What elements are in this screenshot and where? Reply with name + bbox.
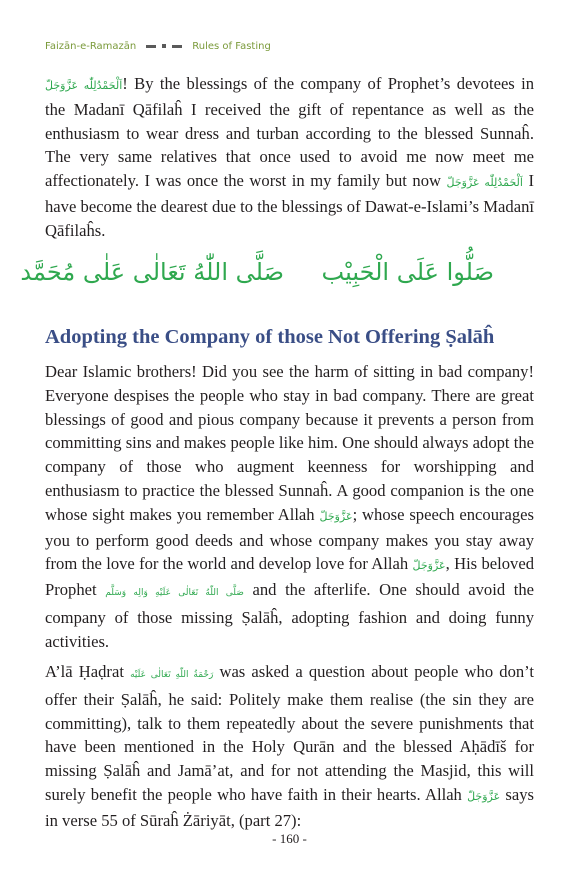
paragraph-ala-hadrat [45,660,534,833]
durood-line [20,258,534,294]
paragraph-text: ! By the blessings of the company of Prophet’s devotees in the Madanī Qāfilaĥ I received the gift of repentance as well as the enthusiasm to wear dress and turban according to the blessed Sunnaĥ. The very same relatives that once used to avoid me now meet me affectionately. I was once the worst in my family but now [45,74,535,191]
paragraph-text: says in verse 55 of Sūraĥ Żāriyāt, (part 27): [45,784,534,830]
paragraph-text: was asked a question about people who don’t offer their Ṣalāĥ, he said: Politely make them realise (the sin they are committing), talk to them repeatedly about the severe punishments that have been mentioned in the Holy Qurān and the blessed Aḥādīš for missing Ṣalāĥ and Jamā’at, and for not attending the Masjid, this will surely benefit the people who have faith in their hearts. Allah [45,662,534,804]
paragraph-text: and the afterlife. One should avoid the company of those missing Ṣalāĥ, adopting fashion and doing funny activities. [45,580,534,651]
book-title: Faizān-e-Ramazān [45,40,137,52]
arabic-azza-wajal: عَزَّوَجَلّ [412,559,446,573]
paragraph-text: A’lā Ḥaḍrat [45,662,131,681]
arabic-praise: اَلْحَمْدُلِلّٰه عَزَّوَجَلّ [446,176,523,190]
paragraph-company [45,360,534,654]
paragraph-text: , His beloved Prophet [45,554,534,600]
paragraph-text: Dear Islamic brothers! Did you see the harm of sitting in bad company! Everyone despises the people who stay in bad company. There are great blessings of good and pious company because it prevents a person from committing sins and makes people like him. One should always adopt the company of those who augment keenness for worshipping and enthusiasm to practice the blessed Sunnaĥ. A good companion is the one whose sight makes you remember Allah [45,362,534,524]
arabic-salawat: صَلَّى اللّٰهُ تَعَالٰى عَلَيْهِ وَالِه وَسَلَّم [105,588,244,599]
paragraph-testimony [45,72,534,243]
arabic-praise: اَلْحَمْدُلِلّٰه عَزَّوَجَلّ [45,79,123,92]
paragraph-text: I have become the dearest due to the blessings of Dawat-e-Islami’s Madanī Qāfilaĥs. [45,171,534,240]
arabic-azza-wajal: عَزَّوَجَلّ [467,789,501,803]
paragraph-text: ; whose speech encourages you to perform good deeds and whose company makes you stay away from the love for the world and develop love for Allah [45,504,535,574]
arabic-rahma: رَحْمَةُ اللّٰهِ تَعَالٰى عَلَيْه [130,670,214,680]
durood-right: صَلَّى اللّٰهُ تَعَالٰى عَلٰى مُحَمَّد [20,258,284,286]
section-heading: Adopting the Company of those Not Offering Ṣalāĥ [45,326,495,348]
durood-left: صَلُّوا عَلَى الْحَبِيْب [321,258,494,286]
chapter-title: Rules of Fasting [192,40,271,52]
page-number: - 160 - [272,831,307,846]
header-separator [146,44,182,48]
running-header [45,38,534,54]
arabic-azza-wajal: عَزَّوَجَلّ [319,509,353,523]
